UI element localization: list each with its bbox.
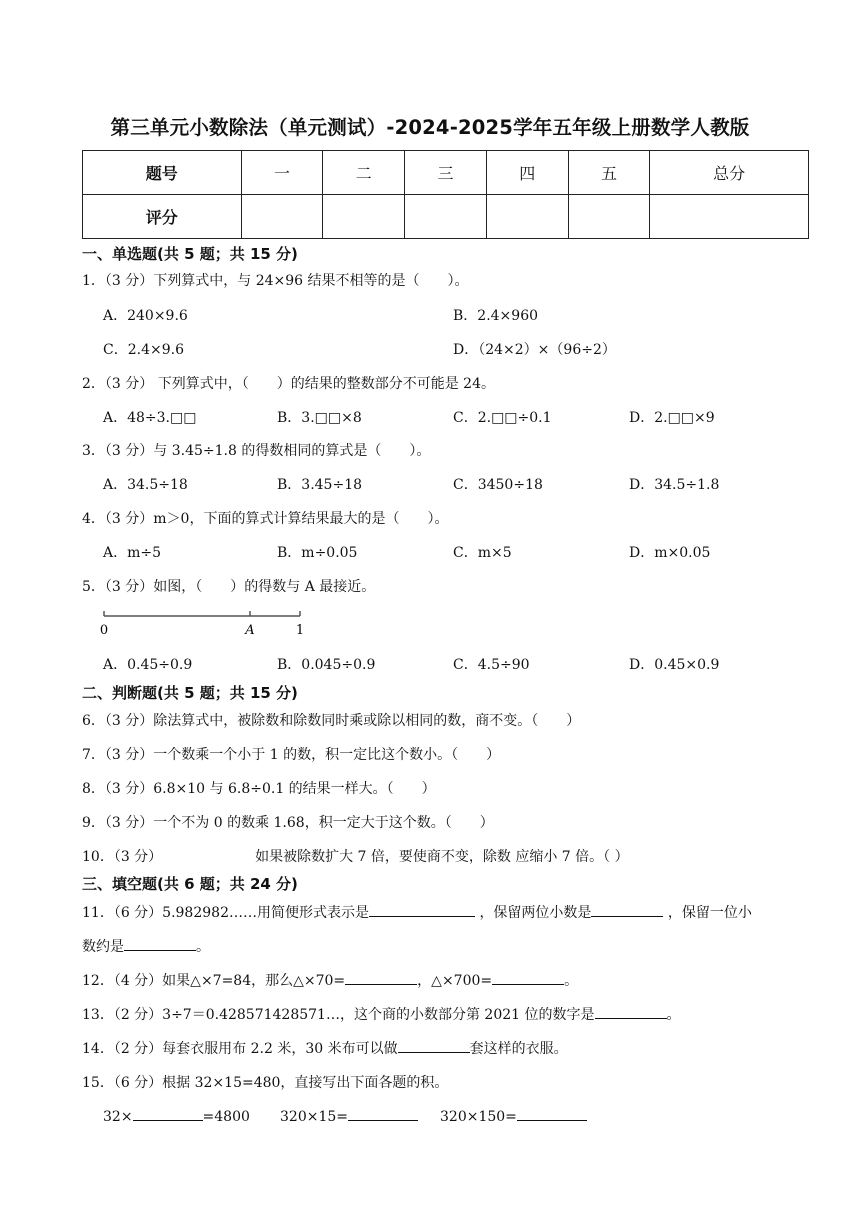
q1-option-a: A．240×9.6 [103, 308, 188, 324]
question-12 [82, 970, 578, 990]
question-3-stem: 3．（3 分）与 3.45÷1.8 的得数相同的算式是（ ）。 [82, 443, 431, 459]
answer-blank[interactable] [398, 1038, 470, 1053]
section-heading-single-choice: 一、单选题(共 5 题；共 15 分) [82, 245, 298, 263]
q4-option-d: D．m×0.05 [629, 545, 711, 561]
answer-blank[interactable] [517, 1106, 587, 1121]
header-cell-3: 三 [405, 151, 487, 195]
question-15-stem: 15．（6 分）根据 32×15=480，直接写出下面各题的积。 [82, 1075, 449, 1091]
q1-option-d: D．（24×2）×（96÷2） [453, 342, 616, 358]
answer-blank[interactable] [369, 902, 475, 917]
question-11-line-2 [82, 936, 210, 956]
q3-option-a: A．34.5÷18 [103, 477, 188, 493]
answer-blank[interactable] [492, 970, 564, 985]
question-11-line-1 [82, 902, 752, 922]
section-heading-true-false: 二、判断题(共 5 题；共 15 分) [82, 684, 298, 702]
question-12-text-1: 12．（4 分）如果△×7=84，那么△×70= [82, 973, 346, 989]
question-10-text: 如果被除数扩大 7 倍，要使商不变，除数 应缩小 7 倍。（ ） [255, 849, 629, 865]
q3-option-b: B．3.45÷18 [277, 477, 363, 493]
question-5-stem: 5．（3 分）如图，（ ）的得数与 A 最接近。 [82, 579, 376, 595]
header-cell-4: 四 [486, 151, 568, 195]
score-table-header-row [83, 151, 809, 195]
q15-expression-3 [440, 1106, 587, 1125]
answer-blank[interactable] [348, 1106, 418, 1121]
header-cell-total: 总分 [650, 151, 809, 195]
header-cell-2: 二 [323, 151, 405, 195]
question-11-text-1: 11．（6 分）5.982982……用简便形式表示是 [82, 905, 369, 921]
question-13-text-2: 。 [666, 1007, 681, 1023]
number-line-label-a: A [245, 623, 255, 638]
q2-option-b: B．3.□□×8 [277, 410, 362, 426]
score-cell[interactable] [568, 195, 650, 239]
q15-e1-prefix: 32× [103, 1109, 133, 1125]
q1-option-b: B．2.4×960 [453, 308, 539, 324]
section-heading-fill-blank: 三、填空题(共 6 题；共 24 分) [82, 875, 298, 893]
q4-option-b: B．m÷0.05 [277, 545, 358, 561]
question-10-number: 10．（3 分） [82, 849, 163, 865]
question-10 [82, 846, 629, 866]
question-11-text-2: ，保留两位小数是 [479, 905, 592, 921]
q5-option-d: D．0.45×0.9 [629, 657, 720, 673]
question-11-text-4: 数约是 [82, 939, 124, 955]
score-cell[interactable] [486, 195, 568, 239]
q5-option-c: C．4.5÷90 [453, 657, 530, 673]
answer-blank[interactable] [595, 1004, 667, 1019]
question-6: 6．（3 分）除法算式中，被除数和除数同时乘或除以相同的数，商不变。（ ） [82, 713, 581, 729]
q2-option-a: A．48÷3.□□ [103, 410, 197, 426]
q3-option-d: D．34.5÷1.8 [629, 477, 720, 493]
question-13 [82, 1004, 681, 1024]
score-table [82, 150, 809, 239]
question-12-text-3: 。 [564, 973, 579, 989]
number-line-figure [98, 604, 308, 638]
answer-blank[interactable] [591, 902, 663, 917]
q4-option-a: A．m÷5 [103, 545, 162, 561]
question-7: 7．（3 分）一个数乘一个小于 1 的数，积一定比这个数小。（ ） [82, 747, 501, 763]
q15-e2-text: 320×15= [280, 1109, 348, 1125]
score-cell[interactable] [241, 195, 323, 239]
question-4-stem: 4．（3 分）m＞0，下面的算式计算结果最大的是（ ）。 [82, 511, 449, 527]
number-line-label-1: 1 [295, 623, 305, 638]
answer-blank[interactable] [133, 1106, 203, 1121]
q15-e1-suffix: =4800 [202, 1109, 250, 1125]
question-14 [82, 1038, 568, 1058]
q2-option-d: D．2.□□×9 [629, 410, 715, 426]
question-9: 9．（3 分）一个不为 0 的数乘 1.68，积一定大于这个数。（ ） [82, 815, 494, 831]
answer-blank[interactable] [345, 970, 417, 985]
q2-option-c: C．2.□□÷0.1 [453, 410, 552, 426]
header-cell-number: 题号 [83, 151, 242, 195]
score-cell[interactable] [650, 195, 809, 239]
question-14-text-2: 套这样的衣服。 [469, 1041, 568, 1057]
score-row-label: 评分 [83, 195, 242, 239]
question-12-text-2: ，△×700= [417, 973, 493, 989]
question-13-text-1: 13．（2 分）3÷7＝0.428571428571…，这个商的小数部分第 2021 位的数字是 [82, 1007, 595, 1023]
q15-expression-1 [103, 1106, 250, 1125]
score-cell[interactable] [323, 195, 405, 239]
q5-option-b: B．0.045÷0.9 [277, 657, 376, 673]
question-1-stem: 1．（3 分）下列算式中，与 24×96 结果不相等的是（ ）。 [82, 273, 469, 289]
q5-option-a: A．0.45÷0.9 [103, 657, 193, 673]
number-line-label-0: 0 [99, 623, 109, 638]
q15-e3-text: 320×150= [440, 1109, 517, 1125]
q4-option-c: C．m×5 [453, 545, 512, 561]
question-11-text-3: ，保留一位小 [667, 905, 752, 921]
answer-blank[interactable] [124, 936, 196, 951]
page-title: 第三单元小数除法（单元测试）-2024-2025学年五年级上册数学人教版 [110, 116, 750, 139]
question-2-stem: 2．（3 分） 下列算式中，（ ）的结果的整数部分不可能是 24。 [82, 376, 495, 392]
q1-option-c: C．2.4×9.6 [103, 342, 184, 358]
question-14-text-1: 14．（2 分）每套衣服用布 2.2 米，30 米布可以做 [82, 1041, 398, 1057]
q3-option-c: C．3450÷18 [453, 477, 543, 493]
question-11-text-5: 。 [196, 939, 210, 955]
q15-expression-2 [280, 1106, 418, 1125]
header-cell-1: 一 [241, 151, 323, 195]
header-cell-5: 五 [568, 151, 650, 195]
score-cell[interactable] [405, 195, 487, 239]
score-table-score-row [83, 195, 809, 239]
question-8: 8．（3 分）6.8×10 与 6.8÷0.1 的结果一样大。（ ） [82, 781, 436, 797]
